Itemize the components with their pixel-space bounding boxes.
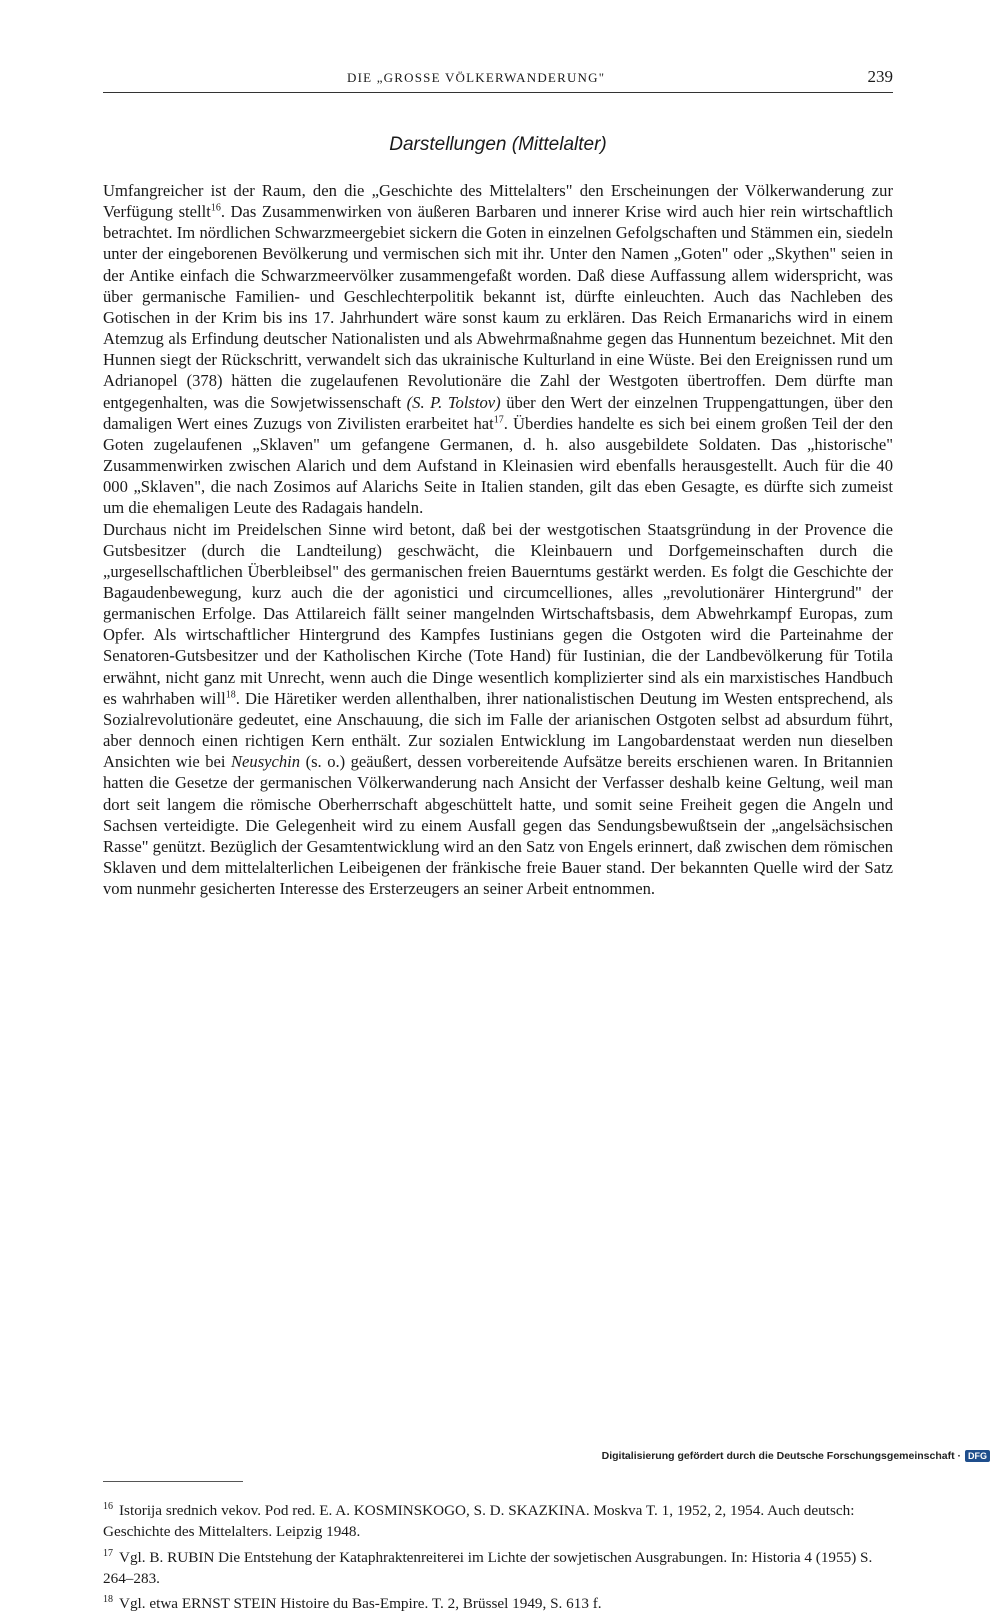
text-run: . Die Häretiker werden allenthalben, ihrer nationalistischen Deutung im Westen entsprechend, als Sozialrevolutionäre gedeutet, eine Anschauung, die sich im Falle der arianischen Ostgoten selbst ad absurdum führt, aber dennoch einen richtigen Kern enthält. Zur sozialen Entwicklung im Langobardenstaat werden nun dieselben Ansichten wie bei	[103, 688, 893, 772]
text-run: . Überdies handelte es sich bei einem großen Teil der den Goten zugelaufenen „Sklaven" um gefangene Germanen, d. h. also ausgebildete Soldaten. Das „historische" Zusammenwirken zwischen Alarich und dem Aufstand in Kleinasien wird ebenfalls herausgestellt. Auch für die 40 000 „Sklaven", die nach Zosimos auf Alarichs Seite in Italien standen, gilt das eben Gesagte, es dürfte sich zumeist um die ehemaligen Leute des Radagais handeln.	[103, 413, 893, 518]
running-head: DIE „GROSSE VÖLKERWANDERUNG"	[347, 70, 606, 85]
footnote-divider	[103, 1481, 243, 1482]
footnote-17	[103, 1543, 893, 1590]
credit-text: Digitalisierung gefördert durch die Deutsche Forschungsgemeinschaft ·	[601, 1450, 961, 1462]
footnote-ref-16[interactable]: 16	[210, 202, 221, 214]
body-text	[103, 180, 893, 899]
text-run: über den Wert der einzelnen Truppengattungen, über den damaligen Wert eines Zuzugs von Zivilisten erarbeitet hat	[103, 392, 893, 433]
page-header	[103, 67, 893, 93]
footnote-ref-18[interactable]: 18	[225, 689, 236, 701]
italic-name-neusychin: Neusychin	[230, 752, 301, 772]
text-run: Umfangreicher ist der Raum, den die „Geschichte des Mittelalters" den Erscheinungen der Völkerwanderung zur Verfügung stellt	[103, 181, 893, 222]
footnotes	[103, 1496, 893, 1615]
text-run: Durchaus nicht im Preidelschen Sinne wird betont, daß bei der westgotischen Staatsgründung in der Provence die Gutsbesitzer (durch die Landteilung) geschwächt, die Kleinbauern und Dorfgemeinschaften durch die „urgesellschaftlichen Überbleibsel" des germanischen freien Bauerntums gestärkt werden. Es folgt die Geschichte der Bagaudenbewegung, kurz auch die der agonistici und circumcelliones, alles „revolutionärer Hintergrund" der germanischen Erfolge. Das Attilareich fällt seiner mangelnden Wirtschaftsbasis, dem Abwehrkampf Europas, zum Opfer. Als wirtschaftlicher Hintergrund des Kampfes Iustinians gegen die Ostgoten wird die Parteinahme der Senatoren-Gutsbesitzer und der Katholischen Kirche (Tote Hand) für Iustinian, die der Landbevölkerung für Totila erwähnt, nicht ganz mit Unrecht, wenn auch die Dinge wesentlich komplizierter sind als ein marxistisches Handbuch es wahrhaben will	[103, 519, 893, 708]
paragraph-1	[103, 180, 893, 519]
text-run: (s. o.) geäußert, dessen vorbereitende Aufsätze bereits erschienen waren. In Britannien hatten die Gesetze der germanischen Völkerwanderung nach Ansicht der Verfasser deshalb keine Geltung, weil man dort seit langem die römische Oberherrschaft abgeschüttelt hatte, und somit seine Freiheit gegen die Angeln und Sachsen verteidigte. Die Gelegenheit wird zu einem Ausfall gegen das Sendungsbewußtsein der „angelsächsischen Rasse" genützt. Bezüglich der Gesamtentwicklung wird an den Satz von Engels erinnert, daß zwischen dem römischen Sklaven und dem mittelalterlichen Leibeigenen der fränkische freie Bauer stand. Der bekannten Quelle wird der Satz vom nunmehr gesicherten Interesse des Ersterzeugers an seiner Arbeit entnommen.	[103, 752, 893, 899]
section-title: Darstellungen (Mittelalter)	[389, 134, 607, 155]
footnote-text: Istorija srednich vekov. Pod red. E. A. KOSMINSKOGO, S. D. SKAZKINA. Moskva T. 1, 1952, 2, 1954. Auch deutsch: Geschichte des Mittelalters. Leipzig 1948.	[103, 1502, 855, 1541]
paragraph-2	[103, 519, 893, 900]
dfg-logo-icon[interactable]: DFG	[965, 1450, 990, 1462]
italic-name-tolstov: (S. P. Tolstov)	[406, 392, 501, 412]
text-run: . Das Zusammenwirken von äußeren Barbaren und innerer Krise wird auch hier rein wirtschaftlich betrachtet. Im nördlichen Schwarzmeergebiet sickern die Goten in einzelnen Gefolgschaften und Stämmen ein, siedeln unter der eingeborenen Bevölkerung und vermischen sich mit ihr. Unter den Namen „Goten" oder „Skythen" seien in der Antike einfach die Schwarzmeervölker zusammengefaßt worden. Daß diese Auffassung allem widerspricht, was über germanische Familien- und Geschlechterpolitik bekannt ist, dürfte einleuchten. Auch das Nachleben des Gotischen in der Krim bis ins 17. Jahrhundert wäre sonst kaum zu erklären. Das Reich Ermanarichs wird in einem Atemzug als Erfindung deutscher Nationalisten und als Abwehrmaßnahme gegen das Hunnentum bezeichnet. Mit den Hunnen siegt der Rückschritt, verwandelt sich das ukrainische Kulturland in eine Wüste. Bei den Ereignissen rund um Adrianopel (378) hätten die zugelaufenen Revolutionäre die Zahl der Westgoten übertroffen. Dem dürfte man entgegenhalten, was die Sowjetwissenschaft	[103, 202, 893, 412]
footnote-text: Vgl. B. RUBIN Die Entstehung der Kataphraktenreiterei im Lichte der sowjetischen Ausgrabungen. In: Historia 4 (1955) S. 264–283.	[103, 1548, 873, 1588]
page-number: 239	[867, 67, 893, 86]
footnote-text: Vgl. etwa ERNST STEIN Histoire du Bas-Empire. T. 2, Brüssel 1949, S. 613 f.	[119, 1595, 602, 1613]
footnote-ref-17[interactable]: 17	[493, 414, 504, 426]
footnote-number: 16	[103, 1501, 113, 1512]
footnote-number: 18	[103, 1594, 113, 1606]
footnote-number: 17	[103, 1547, 113, 1559]
digitization-credit	[602, 1450, 990, 1462]
footnote-16	[103, 1496, 893, 1543]
footnote-18	[103, 1589, 893, 1614]
